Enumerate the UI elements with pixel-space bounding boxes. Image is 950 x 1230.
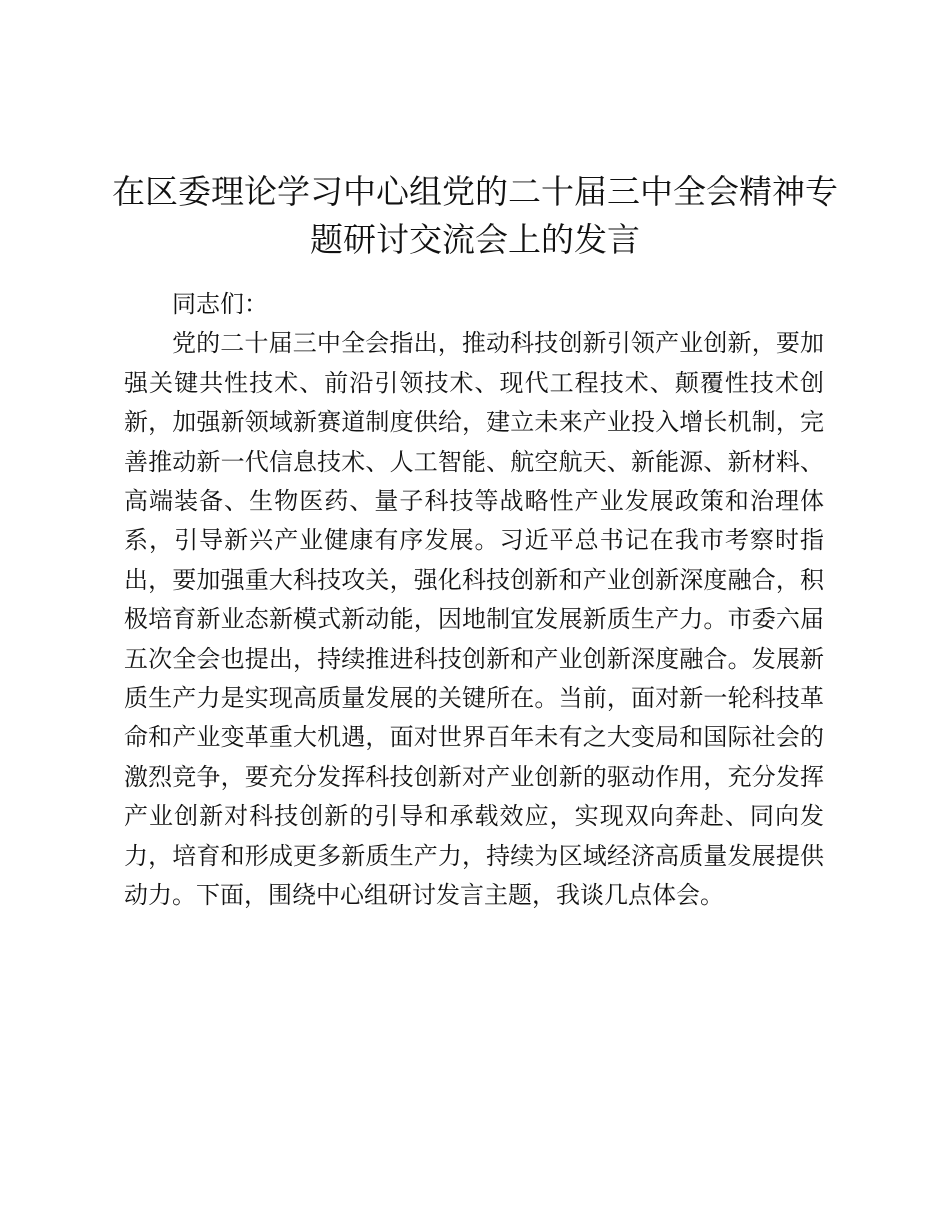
body-paragraph: 党的二十届三中全会指出，推动科技创新引领产业创新，要加强关键共性技术、前沿引领技术、现代工程技术、颠覆性技术创新，加强新领域新赛道制度供给，建立未来产业投入增长机制，完善推动新一代信息技术、人工智能、航空航天、新能源、新材料、高端装备、生物医药、量子科技等战略性产业发展政策和治理体系，引导新兴产业健康有序发展。习近平总书记在我市考察时指出，要加强重大科技攻关，强化科技创新和产业创新深度融合，积极培育新业态新模式新动能，因地制宜发展新质生产力。市委六届五次全会也提出，持续推进科技创新和产业创新深度融合。发展新质生产力是实现高质量发展的关键所在。当前，面对新一轮科技革命和产业变革重大机遇，面对世界百年未有之大变局和国际社会的激烈竞争，要充分发挥科技创新对产业创新的驱动作用，充分发挥产业创新对科技创新的引导和承载效应，实现双向奔赴、同向发力，培育和形成更多新质生产力，持续为区域经济高质量发展提供动力。下面，围绕中心组研讨发言主题，我谈几点体会。 <box>124 329 824 910</box>
salutation: 同志们： <box>172 290 268 318</box>
document-body <box>124 285 824 916</box>
document-title: 在区委理论学习中心组党的二十届三中全会精神专题研讨交流会上的发言 <box>112 172 838 259</box>
